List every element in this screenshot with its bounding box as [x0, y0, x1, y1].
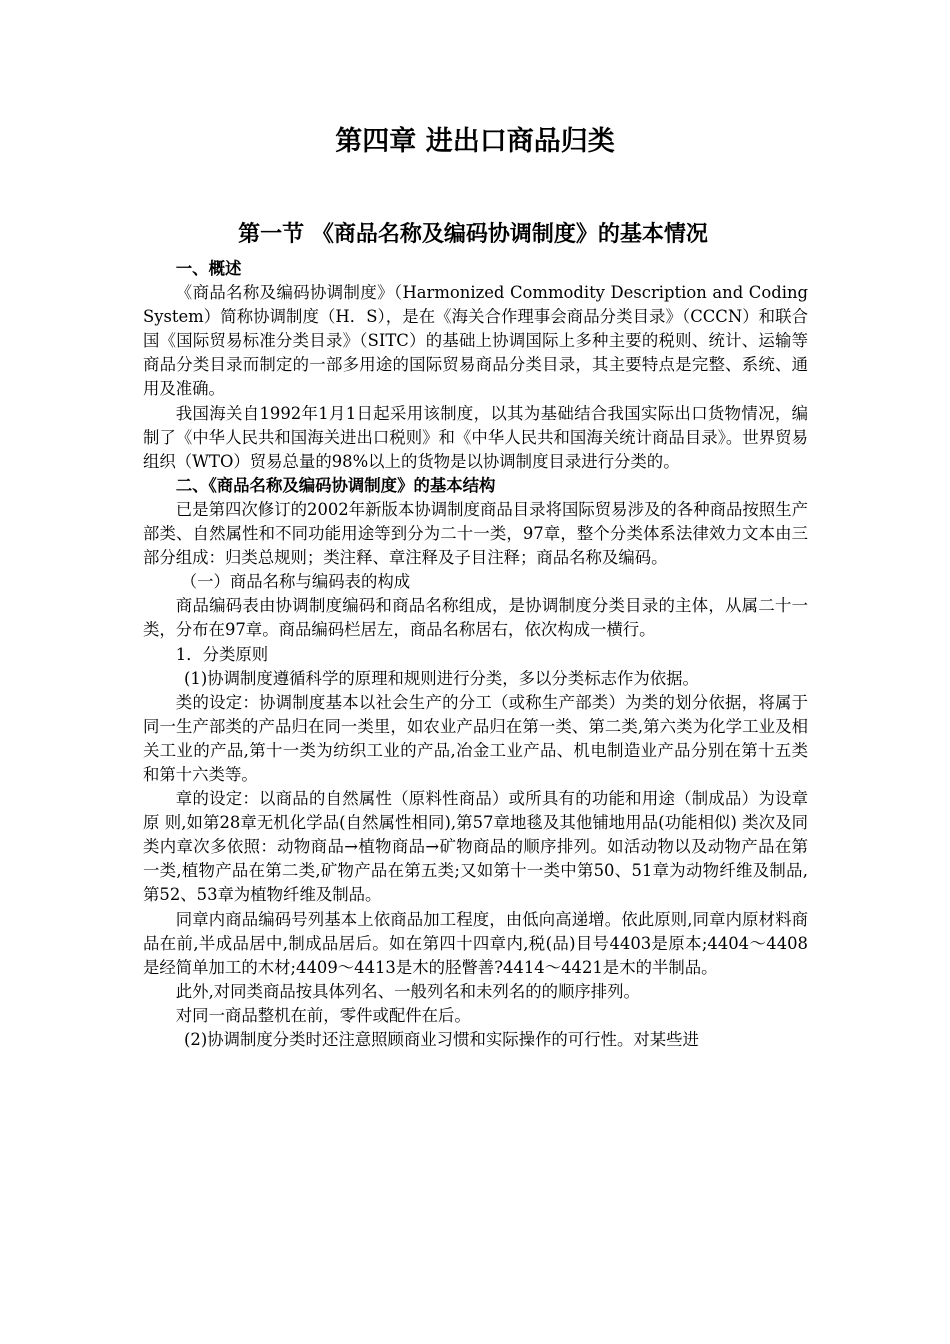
- document-body: [143, 257, 808, 1052]
- heading-table-composition: （一）商品名称与编码表的构成: [180, 572, 411, 592]
- paragraph-listing-order: 此外,对同类商品按具体列名、一般列名和未列名的的顺序排列。: [175, 981, 640, 1001]
- paragraph-processing-order: 同章内商品编码号列基本上依商品加工程度，由低向高递增。依此原则,同章内原材料商品在前,半成品居中,制成品居后。如在第四十四章内,税(品)目号4403是原本;4404～4408是经简单加工的木材;4409～4413是木的胫瞥善?4414～4421是木的半制品。: [143, 909, 808, 977]
- paragraph-china-adoption: 我国海关自1992年1月1日起采用该制度，以其为基础结合我国实际出口货物情况，编制了《中华人民共和国海关进出口税则》和《中华人民共和国海关统计商品目录》。世界贸易组织（WTO）贸易总量的98%以上的货物是以协调制度目录进行分类的。: [143, 403, 808, 471]
- paragraph-section-setting: 类的设定：协调制度基本以社会生产的分工（或称生产部类）为类的划分依据，将属于同一生产部类的产品归在同一类里，如农业产品归在第一类、第二类,第六类为化学工业及相关工业的产品,第十一类为纺织工业的产品,冶金工业产品、机电制造业产品分别在第十五类和第十六类等。: [143, 692, 808, 784]
- paragraph-principle-1: (1)协调制度遵循科学的原理和规则进行分类，多以分类标志作为依据。: [184, 668, 699, 688]
- section-title: 第一节 《商品名称及编码协调制度》的基本情况: [238, 222, 708, 247]
- heading-classification-principles: 1．分类原则: [175, 644, 269, 664]
- paragraph-hs-definition: 《商品名称及编码协调制度》（Harmonized Commodity Description and Coding System）简称协调制度（H．S），是在《海关合作理事会商品分类目录》（CCCN）和联合国《国际贸易标准分类目录》（SITC）的基础上协调国际上多种主要的税则、统计、运输等商品分类目录而制定的一部多用途的国际贸易商品分类目录，其主要特点是完整、系统、通用及准确。: [143, 283, 808, 399]
- heading-structure: 二、《商品名称及编码协调制度》的基本结构: [175, 475, 496, 495]
- paragraph-chapter-setting: 章的设定：以商品的自然属性（原料性商品）或所具有的功能和用途（制成品）为设章原 则,如第28章无机化学品(自然属性相同),第57章地毯及其他铺地用品(功能相似) 类次及同类内章次多依照：动物商品→植物商品→矿物商品的顺序排列。如活动物以及动物产品在第一类,植物产品在第二类,矿物产品在第五类;又如第十一类中第50、51章为动物纤维及制品,第52、53章为植物纤维及制品。: [143, 789, 808, 905]
- chapter-title: 第四章 进出口商品归类: [335, 126, 615, 157]
- paragraph-code-table: 商品编码表由协调制度编码和商品名称组成，是协调制度分类目录的主体，从属二十一类，分布在97章。商品编码栏居左，商品名称居右，依次构成一横行。: [143, 596, 808, 640]
- paragraph-machine-parts: 对同一商品整机在前，零件或配件在后。: [175, 1005, 471, 1025]
- paragraph-principle-2: (2)协调制度分类时还注意照顾商业习惯和实际操作的可行性。对某些进: [184, 1030, 699, 1049]
- heading-overview: 一、概述: [175, 259, 242, 278]
- paragraph-2002-revision: 已是第四次修订的2002年新版本协调制度商品目录将国际贸易涉及的各种商品按照生产部类、自然属性和不同功能用途等到分为二十一类，97章，整个分类体系法律效力文本由三部分组成：归类总规则；类注释、章注释及子目注释；商品名称及编码。: [143, 499, 808, 568]
